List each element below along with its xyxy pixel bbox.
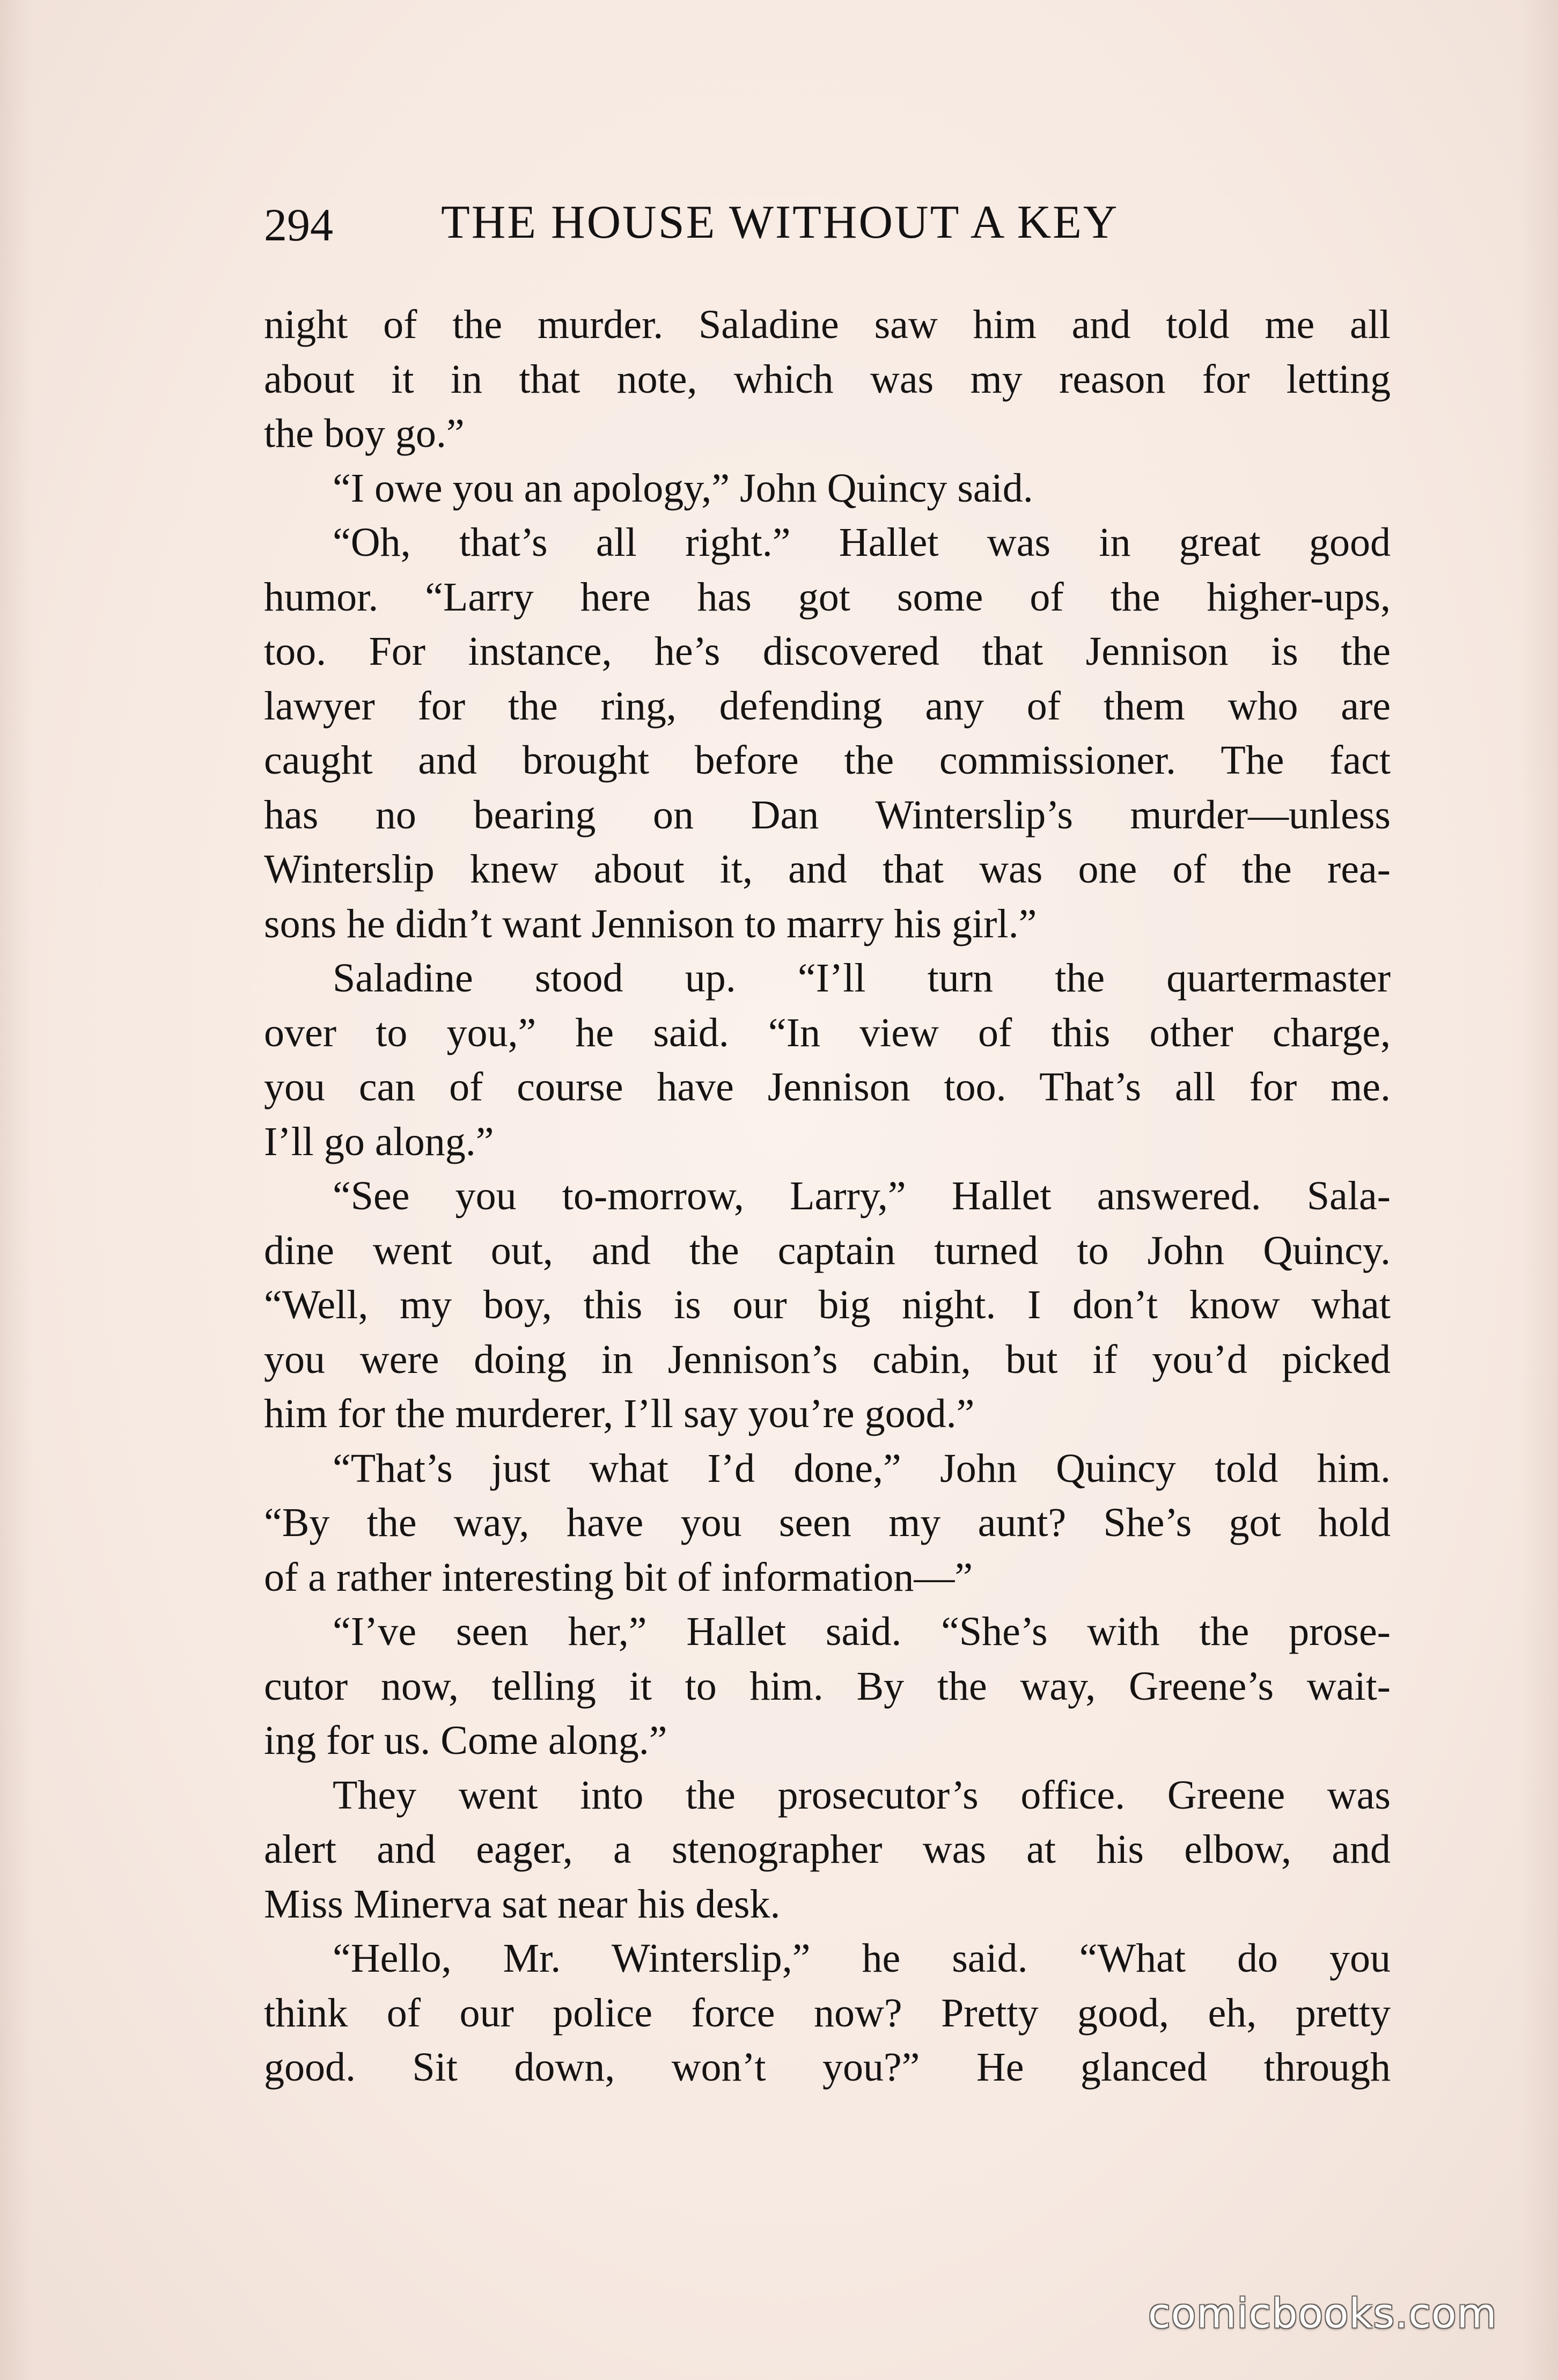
text-line: They went into the prosecutor’s office. Greene was [333, 1772, 1391, 1818]
text-line: Winterslip knew about it, and that was one of the rea- [264, 847, 1391, 892]
text-line: ing for us. Come along.” [264, 1718, 667, 1763]
text-line: caught and brought before the commissioner. The fact [264, 738, 1391, 783]
text-line: sons he didn’t want Jennison to marry his girl.” [264, 901, 1037, 946]
text-line: Saladine stood up. “I’ll turn the quartermaster [333, 956, 1391, 1001]
body-text [264, 298, 1391, 2095]
text-line: “I owe you an apology,” John Quincy said. [333, 465, 1033, 511]
text-line: good. Sit down, won’t you?” He glanced through [264, 2045, 1391, 2090]
text-line: alert and eager, a stenographer was at his elbow, and [264, 1827, 1391, 1872]
text-line: think of our police force now? Pretty good, eh, pretty [264, 1990, 1391, 2036]
text-line: you were doing in Jennison’s cabin, but if you’d picked [264, 1336, 1391, 1382]
page-shadow-left [0, 0, 32, 2380]
text-line: the boy go.” [264, 411, 465, 456]
page-shadow-right [1520, 0, 1558, 2380]
text-line: “Hello, Mr. Winterslip,” he said. “What do you [333, 1936, 1391, 1981]
running-title: THE HOUSE WITHOUT A KEY [441, 196, 1119, 248]
text-line: “Well, my boy, this is our big night. I don’t know what [264, 1282, 1391, 1327]
text-line: “That’s just what I’d done,” John Quincy told him. [333, 1445, 1391, 1491]
text-line: you can of course have Jennison too. That’s all for me. [264, 1064, 1391, 1110]
running-header [264, 190, 1391, 255]
page-number: 294 [264, 199, 333, 251]
text-line: I’ll go along.” [264, 1119, 494, 1164]
watermark: comicbooks.com [1148, 2289, 1497, 2337]
text-line: night of the murder. Saladine saw him and told me all [264, 302, 1391, 347]
text-line: over to you,” he said. “In view of this other charge, [264, 1010, 1391, 1055]
text-line: lawyer for the ring, defending any of them who are [264, 683, 1391, 729]
text-line: him for the murderer, I’ll say you’re good.” [264, 1391, 975, 1436]
text-line: about it in that note, which was my reason for letting [264, 356, 1391, 402]
text-line: cutor now, telling it to him. By the way, Greene’s wait- [264, 1663, 1391, 1709]
text-line: “Oh, that’s all right.” Hallet was in great good [333, 520, 1391, 565]
text-line: dine went out, and the captain turned to John Quincy. [264, 1228, 1391, 1273]
text-line: too. For instance, he’s discovered that Jennison is the [264, 629, 1391, 674]
text-line: “I’ve seen her,” Hallet said. “She’s with the prose- [333, 1609, 1391, 1654]
text-line: has no bearing on Dan Winterslip’s murder—unless [264, 792, 1391, 838]
text-line: humor. “Larry here has got some of the higher-ups, [264, 574, 1391, 620]
text-line: Miss Minerva sat near his desk. [264, 1881, 781, 1927]
text-line: “By the way, have you seen my aunt? She’s got hold [264, 1500, 1391, 1545]
text-line: “See you to-morrow, Larry,” Hallet answered. Sala- [333, 1173, 1391, 1218]
text-line: of a rather interesting bit of information—” [264, 1554, 973, 1600]
